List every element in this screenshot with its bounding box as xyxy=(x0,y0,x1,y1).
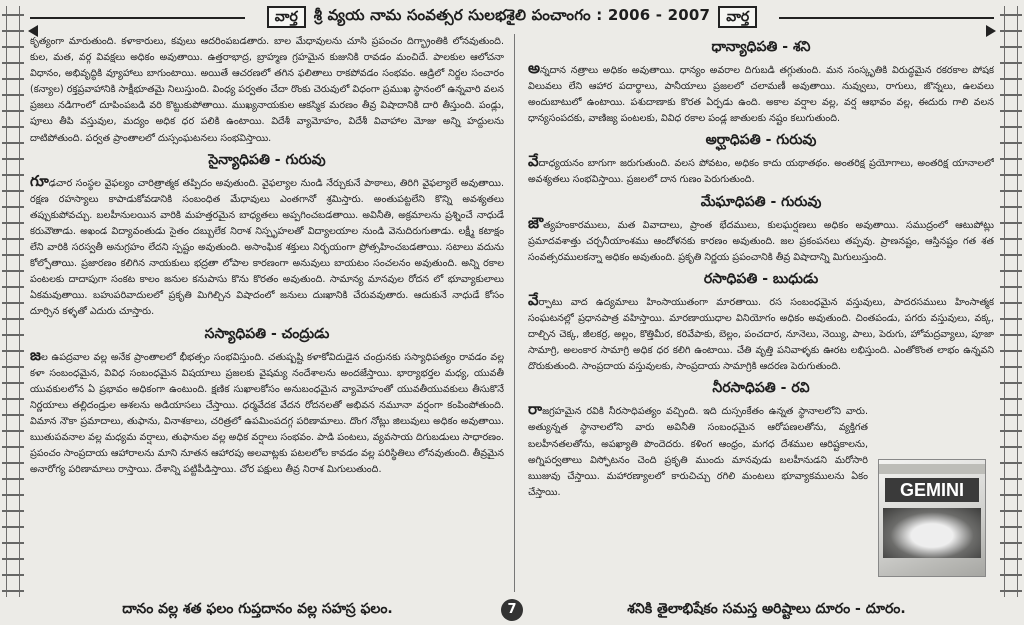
section-paragraph xyxy=(528,401,868,501)
page-title: శ్రీ వ్యయ నామ సంవత్సర సులభశైలి పంచాంగం : 2006 - 2007 xyxy=(313,6,711,24)
section-text: న్నదాన నత్రాలు అధికం అవుతాయి. ధాన్యం అవరాల దిగుబడి తగ్గుతుంది. మన సంస్కృతికి విరుద్ధమైన రకరకాల పోషక విలువలు లేని ఆహార పదార్థాలు, పానీయాలు ప్రజలలో చలామణీ అవుతాయి. నువ్వులు, రాగులు, జొన్నలు, ఉలవలు అందుబాటులో ఉంటాయి. పశుదాణాకు కొరత ఏర్పడు ఉంది. అకాల వర్షాల వల్ల, వర్ష ఆభావం వల్ల, ఈదురు గాలి వలన ధాన్యసంపదకు, వాణిజ్య పంటలకు, వివిధ రకాల పండ్ల జాతులకు నష్టం కలుగుతుంది. xyxy=(528,65,994,125)
drop-cap: జౌ xyxy=(528,213,544,232)
section-heading: సైన్యాధిపతి - గురువు xyxy=(208,151,326,168)
product-image xyxy=(883,508,981,558)
drop-cap: వే xyxy=(528,290,539,309)
footer-saying-left: దానం వల్ల శత ఫలం గుప్తదానం వల్ల సహస్ర ఫలం. xyxy=(122,600,393,617)
left-column xyxy=(30,34,504,596)
drop-cap: అ xyxy=(528,59,541,77)
section-text: త్యహంకారములు, మత వివాదాలు, ప్రాంత భేదములు, కులఘర్షణలు అధికం అవుతాయి. సముద్రంలో ఆటుపోట్లు ప్రమాదవశాత్తు చర్చనీయాంశము ఆందోళనకు కారణం అవుతుంది. జల ప్రకంపనలు తప్పవు. ప్రాణనష్టం, ఆస్తినష్టం గత శత సంవత్సరములకన్నా అధికం అవుతుంది. ప్రకృతి నిర్ణయ ప్రపంచానికి తీవ్ర విషాదాన్ని మిగులుస్తుంది. xyxy=(528,219,994,263)
header-rule-right xyxy=(779,17,994,19)
drop-cap: వే xyxy=(528,152,539,171)
gemini-product-ad xyxy=(878,459,986,577)
section-text: జగ్రహమైన రవికి నీరసాధిపత్యం వచ్చింది. ఇది దుస్సంకేతం ఉన్నత స్థానాలలోని వారు. అత్యున్నత స్థానాలలోని వారు అవినీతి సంబంధమైన ఆరోపణలతోను, వ్యక్తిగత బలహీనతలతోను, అపఖ్యాతి పొందెదరు. కళింగ ఆంధ్రం, మగధ దేశముల ఆరిష్టకాలను, అగ్నిపర్వతాలు విస్ఫోటనం చెంది ప్రకృతి ముందు మానవుడు బలహీనుడని మరోసారి ఋజువు చేస్తాయి. మహారణ్యాలలో కారుచిచ్చు రగిలి మంటలు భూవ్యాకములను ఏకం చేస్తాయి. xyxy=(528,406,868,498)
ad-brand: GEMINI xyxy=(885,478,979,502)
section-paragraph xyxy=(30,347,504,479)
intro-paragraph: కృత్యంగా మారుతుంది. కళాకారులు, కవులు ఆదరింపబడతారు. బాల మేధావులను చూసి ప్రపంచం దిగ్భ్రాంతికి లోనవుతుంది. కుల, మత, వర్గ వివక్షలు అధికం అవుతాయి. ఉత్తరాభాద్ర, బ్రాహ్మణ గ్రహమైన కుజునికి రావడం మంచిదే. పాలకుల ఆలోచనా విధానం, అభివృద్ధికి వ్యూహాలు బాగుంటాయి. అయితే ఆచరణలో తగిన ఫలితాలు రాకపోవడం సంభవం. ఆడ్రిలో నిర్జల సంచారం (కన్యాల) రక్తప్రవాహానికి సాక్షీభూతమై నిలుస్తుంది. వింధ్య పర్వతం చేదా రొంకు చెరువులో విధంగా ప్రముఖ స్థానంలో ఉన్నవారి వలన ప్రజలు నడిగాంలో దూపింపబడి వరి కొట్టుకుపోతాయి. ముఖ్యనాయకుల ఆకస్మిక మరణం తీవ్ర విషాదానికి దారి తీస్తుంది. పండ్లు, పూలు తీపి వస్తువుల, మద్యం అధిక ధర పలికి ఉంటాయి. విదేశీ వ్యామోహం, విదేశీ వివాహాల మోజు అన్ని హద్దులను దాటిపోతుంది. పర్వత ప్రాంతాలలో దుస్సంఘటనలు సంభవిస్తాయి. xyxy=(30,36,504,144)
logo-right: వార్త xyxy=(718,6,757,28)
logo-left: వార్త xyxy=(267,6,306,28)
section-text: దాధ్యయనం బాగుగా జరుగుతుంది. వలస పోవటం, అధికం కాదు యథాతథం. అంతరిక్ష ప్రయోగాలు, అంతరిక్ష యానాలలో అవశ్యతలు సంభవిస్తాయి. ప్రజలలో దాన గుణం పెరుగుతుంది. xyxy=(528,158,994,186)
drop-cap: రా xyxy=(528,400,543,419)
drop-cap: గూ xyxy=(30,171,49,190)
column-divider xyxy=(514,34,515,592)
section-text: ఢచార సంస్థల వైఫల్యం చారిత్రాత్మక తప్పిదం అవుతుంది. వైఫల్యాల నుండి నేర్చుకునే పాఠాలు, తిరిగి వైఫల్యాలే అవుతాయి. రక్షణ రహస్యాలు కాపాడుకోవడానికి సంబంధిత మేధావులు ఎంతగానో శ్రమిస్తారు. అంతుపట్టలేని కొన్ని అవశ్యతలు తప్పుకుపోవచ్చు. బలహీనులయిన వారికి మహత్తరమైన బాధ్యతలు అప్పగించబడతాయి. అవినీతి, అక్రమాలను ప్రశ్నించే నాధుడే కరువౌతాడు. అఖండ విద్యావంతుడు సైతం దబ్బులేక నిరాశ నిస్పృహలతో విద్యాలయాల నుండి వెనుదిరుగుతాడు. లక్ష్మీ కటాక్షం లేని వారికి సరస్వతీ అనుగ్రహం లేదని స్పష్టం అవుతుంది. అసాంఘిక శక్తులు నిర్భయంగా ప్రోత్సహించబడతాయి. సటాలు వదును కోల్పోతాయి. ప్రజారణం కలిగిన నాయకులు భద్రతా లోపాల కారణంగా అనువులు బాయటం సంచలనం అవుతుంది. అన్ని రకాల పంటలకు దాదాపుగా సంకట కాలం జనుల కనుపాసు కొను కొరతం అవుతుంది. సామాన్య మానవుల రోదన లో భూవ్యాకులాలు ఏకమవుతాయి. బహుపరివాదులలో ప్రకృతి మిగిల్చిన విషాదంలో జనులు దుఃఖానికి చేరువవుతారు. ఆదుకునే నాధుడే కోసం దూర్సిన కళ్ళతో ఎదురు చూస్తారు. xyxy=(30,177,504,318)
decorative-border-right xyxy=(1000,6,1022,597)
page-header xyxy=(30,4,994,30)
section-paragraph xyxy=(528,215,994,266)
section-heading: రసాధిపతి - బుధుడు xyxy=(703,270,819,287)
section-heading: సస్యాధిపతి - చంద్రుడు xyxy=(204,325,330,342)
section-heading: అర్ఘాధిపతి - గురువు xyxy=(705,132,817,149)
section-paragraph xyxy=(528,60,994,127)
section-text: ల ఉపద్రవాల వల్ల అనేక ప్రాంతాలలో భీభత్సం సంభవిస్తుంది. చతుష్పష్టి కళాకోవిదుడైన చంద్రునకు సస్యాధిపత్యం రావడం వల్ల కళా సంబంధమైన, వివిధ సంబంధమైన విషయాలు ప్రజలకు వైషమ్య నందేశాలను అందజేస్తాయి. భార్యాభర్తల మధ్య, యువతీ యువకులలోన ఏ ప్రభావం అధికంగా ఉంటుంది. క్షణిక సుఖాలకోసం అనుబంధమైన వ్యామోహంతో యువతీయువకులు తీసుకొనే నిర్ణయాలు తల్లిదండ్రుల ఆశలను అడియాసలు చేస్తాయి. ధర్మవేదక వేదన రోదనలతో అభివన నమూనా వర్షంగా కంపింపోతుంది. విమాన నౌకా ప్రమాదాలు, తుఫాను, వినాశకాలు, చరిత్రలో ఉపమింపదగ్గ పరిణామాలు. దొంగ నోట్లు జిలువులు అధికం అవుతాయి. ఋతుపవనాల వల్ల మధ్యమ వర్షాలు, తుఫానుల వల్ల అధిక వర్షాలు సంభవం. పాడి పంటలు, వ్యవసాయ దిగుబడులు సాధారణం. ప్రపంచం సాంప్రదాయ ఆహారాలను మాని నూతన ఆహారపు అలవాట్లకు పటలలోల కావడం వల్ల పరిస్థితిలు లోనవుతుంది. తీవ్రమైన అనారోగ్య పరిణామాలు రాస్తాయి. దేశాన్ని పట్టిపీడిస్తాయి. చోర పక్షులు తీవ్ర నిరాశ మిగులుతుంది. xyxy=(30,351,504,476)
page-footer xyxy=(28,598,996,622)
decorative-border-left xyxy=(2,6,24,597)
section-heading: ధాన్యాధిపతి - శని xyxy=(711,39,811,55)
page-number: 7 xyxy=(501,599,523,621)
box-lid xyxy=(879,464,985,474)
section-text: ర్పాటు వాద ఉద్యమాలు హింసాయుతంగా మారతాయి. రస సంబంధమైన వస్తువులు, పాదరసములు హింసాత్మక సంఘటనల్లో ప్రధానపాత్ర వహిస్తాయి. మారణాయుధాల వినియోగం అధికం అవుతుంది. చింతపండు, పగరు వస్తువులు, వక్క, దాల్చిన చెక్క, జీలకర్ర, అల్లం, కొత్తిమీర, కరివేపాకు, బెల్లం, పంచదార, నూనెలు, నెయ్యి, పాలు, పెరుగు, హోమద్రవ్యాలు, పూజా సామాగ్రి, అలంకార సామాగ్రి అధిక ధర కలిగి ఉంటాయి. చేతి వృత్తి పనివాళ్ళకు ఊరట లభిస్తుంది. ఎంతోకొంత లాభం ఉన్నవని దొరుకుతుంది. సాంప్రదాయ వస్తువులకు, సాంప్రదాయ సామాగ్రికి ఆదరణ పెరుగుతుంది. xyxy=(528,296,994,373)
section-paragraph xyxy=(528,153,994,188)
header-rule-left xyxy=(30,17,245,19)
drop-cap: జ xyxy=(30,345,41,364)
footer-saying-right: శనికి తైలాభిషేకం సమస్త అరిష్టాలు దూరం - దూరం. xyxy=(627,600,906,617)
section-heading: మేఘాధిపతి - గురువు xyxy=(700,193,822,210)
section-heading: నీరసాధిపతి - రవి xyxy=(712,380,810,397)
section-paragraph xyxy=(528,292,994,375)
section-paragraph xyxy=(30,173,504,321)
